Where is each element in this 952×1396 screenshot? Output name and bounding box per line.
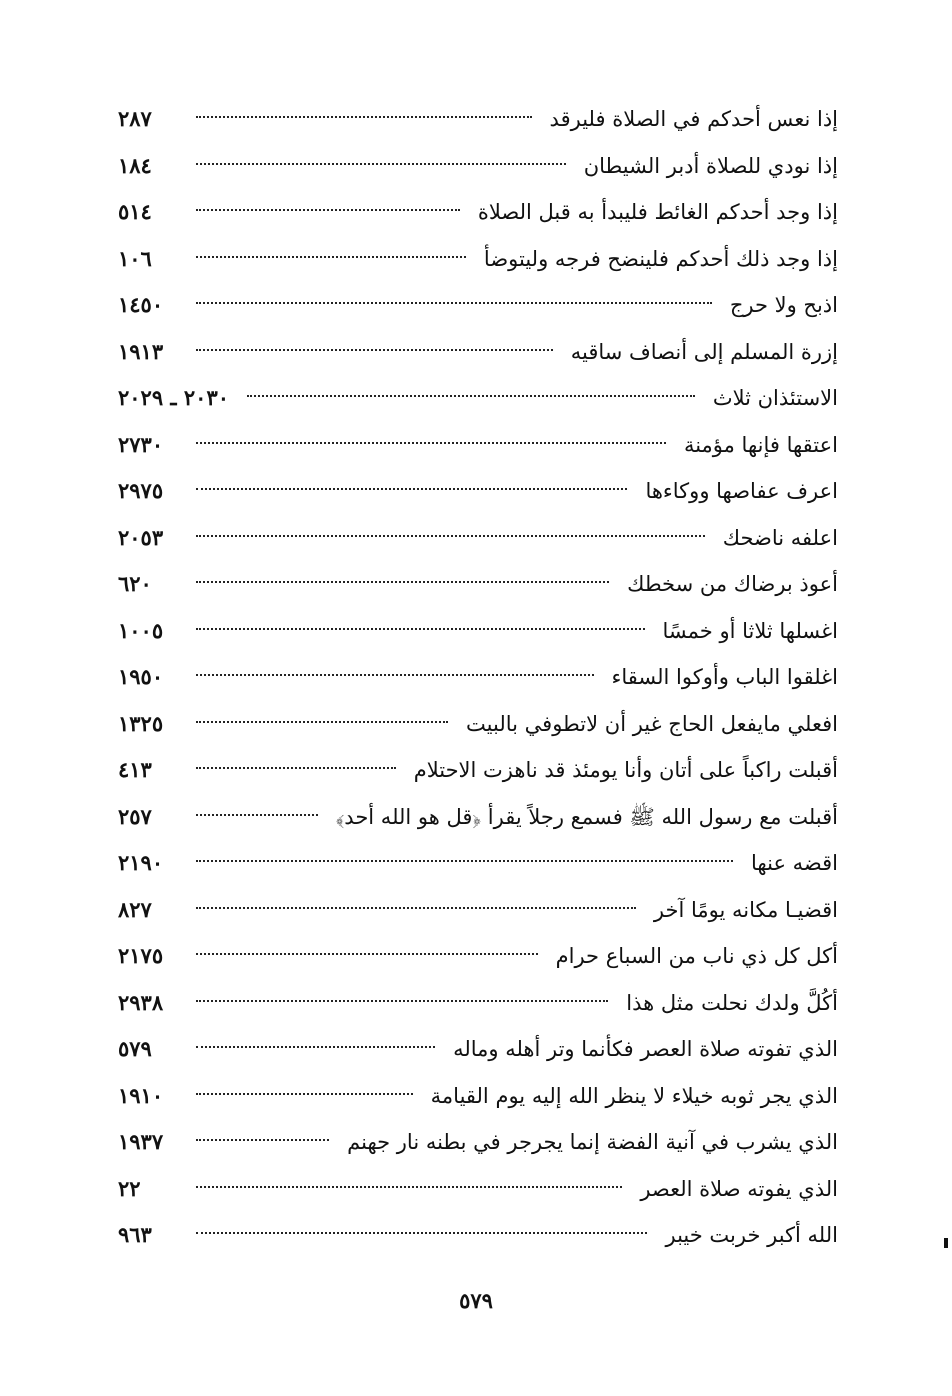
entry-text: اعتقها فإنها مؤمنة (683, 432, 838, 457)
index-entry (118, 515, 838, 562)
index-entry (118, 1026, 838, 1073)
dot-leader (196, 581, 609, 583)
dot-leader (196, 721, 448, 723)
entry-text: إذا وجد ذلك أحدكم فلينضح فرجه وليتوضأ (483, 246, 838, 271)
entry-page-number: ١٠٠٥ (118, 617, 164, 643)
index-entry (118, 608, 838, 655)
entry-text: أكُلَّ ولدك نحلت مثل هذا (626, 990, 838, 1015)
entry-page-number: ٢٩٧٥ (118, 478, 164, 503)
entry-page-number: ٦٢٠ (118, 571, 152, 596)
entry-text: الذي تفوته صلاة العصر فكأنما وتر أهله وماله (453, 1037, 838, 1061)
entry-page-number: ١٤٥٠ (118, 292, 164, 317)
entry-page-number: ١٩٥٠ (118, 664, 164, 689)
dot-leader (196, 535, 705, 537)
entry-page-number: ٨٢٧ (118, 896, 152, 922)
index-entry (118, 1212, 838, 1259)
index-entry (118, 143, 838, 190)
dot-leader (196, 302, 712, 304)
index-entry (118, 701, 838, 748)
dot-leader (196, 488, 627, 490)
entry-page-number: ٢٩٣٨ (118, 989, 164, 1015)
index-entry (118, 422, 838, 469)
index-entry (118, 561, 838, 608)
entry-text: الذي يجر ثوبه خيلاء لا ينظر الله إليه يوم القيامة (430, 1083, 838, 1108)
entry-page-number: ٥٧٩ (118, 1036, 152, 1061)
index-entry (118, 887, 838, 934)
entry-text: اقضه عنها (751, 851, 838, 875)
index-entry (118, 980, 838, 1027)
dot-leader (196, 442, 666, 444)
entry-page-number: ٥١٤ (118, 199, 152, 224)
entry-text: اغلقوا الباب وأوكوا السقاء (611, 665, 838, 689)
entry-page-number: ١٩٣٧ (118, 1129, 164, 1154)
dot-leader (196, 860, 733, 862)
entry-text: اغسلها ثلاثا أو خمسًا (662, 618, 838, 643)
index-entry (118, 654, 838, 701)
entry-page-number: ٢٠٥٣ (118, 524, 164, 550)
entry-page-number: ٢٠٣٠ ـ ٢٠٢٩ (118, 385, 230, 410)
entry-text: إذا نودي للصلاة أدبر الشيطان (583, 153, 838, 178)
index-entry (118, 747, 838, 794)
entry-text: أقبلت مع رسول الله ﷺ فسمع رجلاً يقرأ ﴿قل هو الله أحد﴾ (335, 804, 838, 829)
index-entry (118, 282, 838, 329)
index-entry (118, 236, 838, 283)
dot-leader (196, 814, 318, 816)
entry-page-number: ٢١٧٥ (118, 943, 164, 968)
entry-text: اذبح ولا حرج (729, 293, 838, 317)
entry-text: أعوذ برضاك من سخطك (627, 572, 838, 596)
entry-text: أقبلت راكباً على أتان وأنا يومئذ قد ناهزت الاحتلام (413, 758, 838, 782)
entry-text: الله أكبر خربت خيبر (665, 1223, 838, 1247)
dot-leader (196, 1186, 622, 1188)
entry-page-number: ١٠٦ (118, 245, 152, 271)
entry-page-number: ٤١٣ (118, 757, 152, 782)
page-number: ٥٧٩ (459, 1288, 493, 1313)
index-list (118, 96, 838, 1259)
entry-page-number: ٢٨٧ (118, 106, 152, 131)
entry-page-number: ١٩١٠ (118, 1082, 164, 1108)
index-entry (118, 1073, 838, 1120)
index-entry (118, 1166, 838, 1213)
dot-leader (196, 349, 553, 351)
dot-leader (196, 767, 396, 769)
dot-leader (247, 395, 695, 397)
dot-leader (196, 953, 538, 955)
index-entry (118, 96, 838, 143)
dot-leader (196, 1093, 413, 1095)
dot-leader (196, 1232, 647, 1234)
entry-page-number: ١٨٤ (118, 152, 152, 178)
entry-page-number: ١٣٢٥ (118, 710, 164, 736)
index-entry (118, 840, 838, 887)
dot-leader (196, 256, 466, 258)
entry-text: إذا وجد أحدكم الغائط فليبدأ به قبل الصلاة (477, 200, 838, 224)
dot-leader (196, 209, 460, 211)
entry-page-number: ٩٦٣ (118, 1222, 152, 1247)
index-entry (118, 329, 838, 376)
index-entry (118, 375, 838, 422)
entry-text: إزرة المسلم إلى أنصاف ساقيه (570, 339, 838, 364)
dot-leader (196, 907, 636, 909)
index-entry (118, 794, 838, 841)
dot-leader (196, 674, 594, 676)
dot-leader (196, 1000, 608, 1002)
entry-text: أكل كل ذي ناب من السباع حرام (555, 944, 838, 968)
index-entry (118, 468, 838, 515)
entry-page-number: ٢٧٣٠ (118, 431, 164, 457)
entry-page-number: ١٩١٣ (118, 338, 164, 364)
dot-leader (196, 628, 645, 630)
entry-text: الذي يفوته صلاة العصر (640, 1176, 838, 1201)
dot-leader (196, 116, 532, 118)
index-entry (118, 933, 838, 980)
entry-page-number: ٢٥٧ (118, 803, 152, 829)
index-entry (118, 1119, 838, 1166)
entry-text: اعرف عفاصها ووكاءها (645, 479, 838, 503)
entry-text: الاستئذان ثلاث (712, 386, 838, 410)
entry-text: الذي يشرب في آنية الفضة إنما يجرجر في بطنه نار جهنم (347, 1130, 838, 1154)
index-entry (118, 189, 838, 236)
entry-text: إذا نعس أحدكم في الصلاة فليرقد (549, 107, 838, 131)
dot-leader (196, 1139, 329, 1141)
dot-leader (196, 1046, 435, 1048)
scan-edge-mark (944, 1238, 948, 1248)
entry-text: افعلي مايفعل الحاج غير أن لاتطوفي بالبيت (466, 711, 838, 736)
entry-text: اقضيـا مكانه يومًا آخر (653, 897, 838, 922)
entry-page-number: ٢٢ (118, 1175, 141, 1201)
entry-text: اعلفه ناضحك (722, 525, 838, 550)
entry-page-number: ٢١٩٠ (118, 850, 164, 875)
dot-leader (196, 163, 566, 165)
